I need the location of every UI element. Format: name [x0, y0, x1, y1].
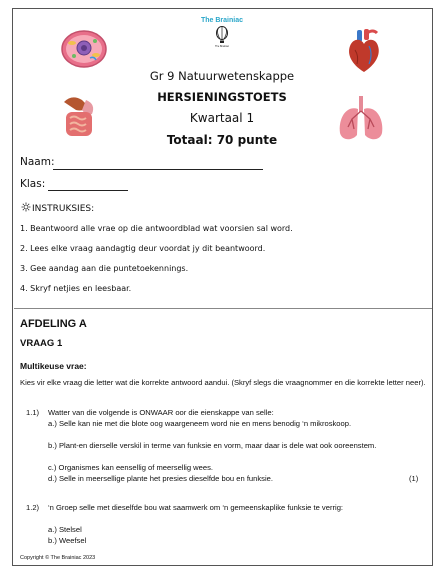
question-intro: Kies vir elke vraag die letter wat die korrekte antwoord aandui. (Skryf slegs die vraagnommer en die korrekte letter neer).: [20, 378, 426, 387]
copyright: Copyright © The Brainiac 2023: [20, 555, 96, 561]
instruction-item: 2. Lees elke vraag aandagtig deur voordat jy dit beantwoord.: [20, 244, 266, 253]
instructions-title: INSTRUKSIES:: [32, 204, 95, 214]
test-name: HERSIENINGSTOETS: [157, 90, 287, 104]
marks-label: (1): [409, 474, 419, 483]
answer-option: b.) Weefsel: [48, 536, 87, 545]
question-title: VRAAG 1: [20, 338, 63, 349]
sun-icon: [21, 202, 31, 212]
answer-option: d.) Selle in meersellige plante het presies dieselfde bou en funksie.: [48, 474, 273, 483]
instruction-item: 3. Gee aandag aan die puntetoekennings.: [20, 264, 189, 273]
question-text: ‘n Groep selle met dieselfde bou wat saamwerk om ‘n gemeenskaplike funksie te verrig:: [48, 503, 344, 512]
logo-caption: The Brainiac: [214, 45, 230, 48]
instruction-item: 4. Skryf netjies en leesbaar.: [20, 284, 132, 293]
question-number: 1.1): [26, 408, 40, 417]
answer-option: b.) Plant-en dierselle verskil in terme van funksie en vorm, maar daar is dele wat ook ooreenstem.: [48, 441, 377, 450]
heart-icon: [345, 28, 383, 74]
question-subtitle: Multikeuse vrae:: [20, 361, 87, 371]
section-title: AFDELING A: [20, 318, 87, 330]
answer-option: a.) Stelsel: [48, 525, 82, 534]
hot-air-balloon-logo-icon: [214, 26, 230, 48]
instruction-item: 1. Beantwoord alle vrae op die antwoordblad wat voorsien sal word.: [20, 224, 293, 233]
answer-option: c.) Organismes kan eensellig of meersellig wees.: [48, 463, 214, 472]
class-field[interactable]: [48, 189, 128, 191]
question-number: 1.2): [26, 503, 40, 512]
section-divider: [14, 308, 432, 309]
question-text: Watter van die volgende is ONWAAR oor die eienskappe van selle:: [48, 408, 274, 417]
name-field[interactable]: [53, 168, 263, 170]
class-label: Klas:: [20, 178, 46, 190]
cell-icon: [60, 28, 108, 70]
answer-option: a.) Selle kan nie met die blote oog waargeneem word nie en mens benodig ‘n mikroskoop.: [48, 419, 352, 428]
subject-title: Gr 9 Natuurwetenskappe: [149, 69, 295, 83]
name-label: Naam:: [20, 156, 55, 168]
brand-name: The Brainiac: [200, 17, 243, 24]
total-marks: Totaal: 70 punte: [166, 133, 278, 147]
term-label: Kwartaal 1: [189, 111, 255, 125]
